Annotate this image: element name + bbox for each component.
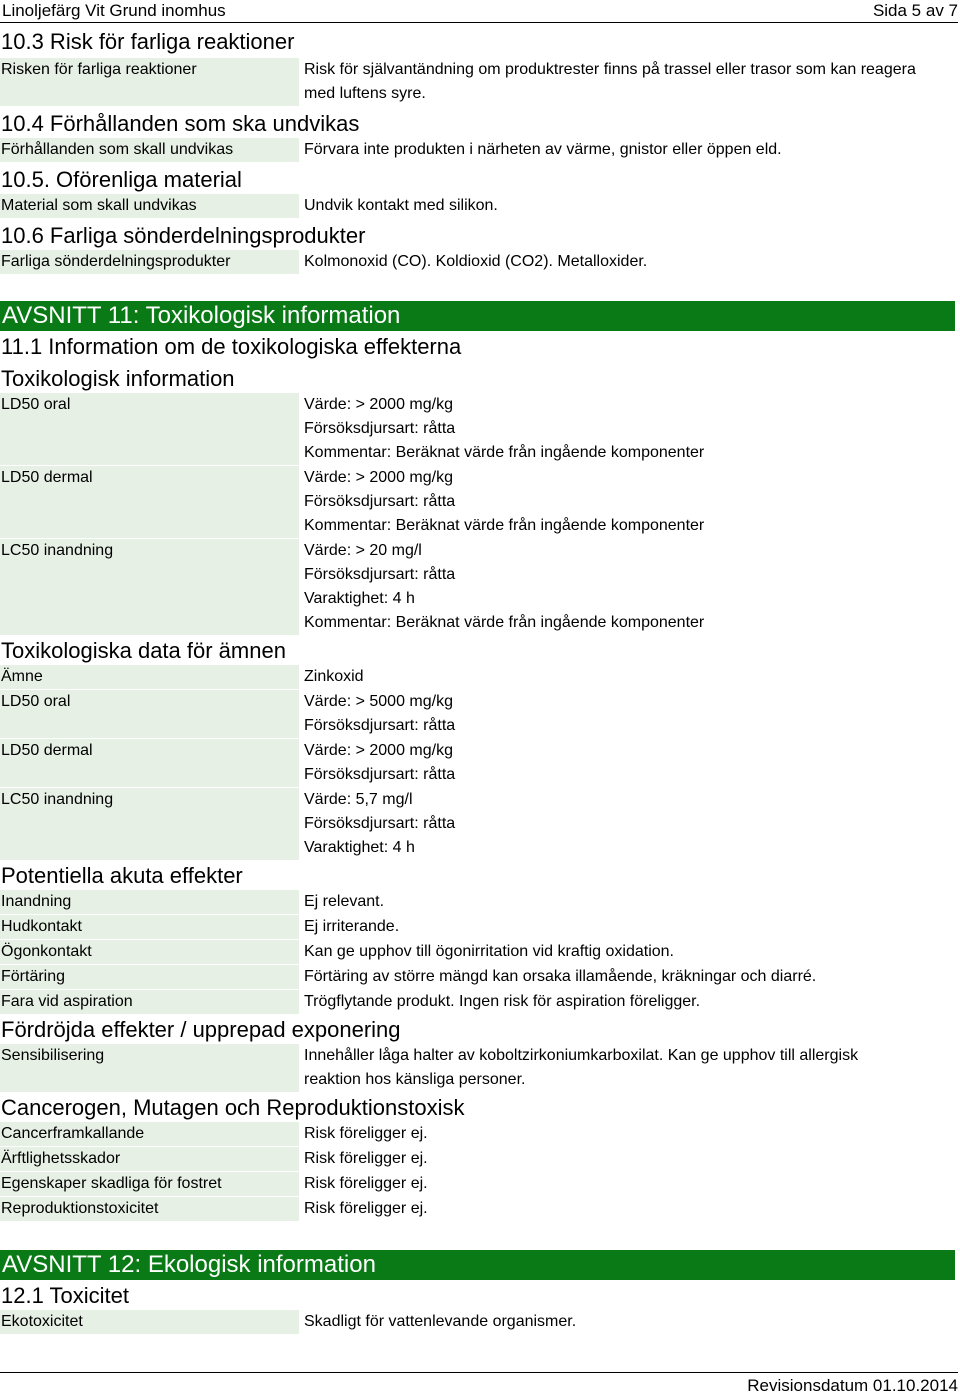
row-value: Skadligt för vattenlevande organismer. (304, 1313, 577, 1330)
value-line: Ej relevant. (304, 893, 385, 910)
row-conditions-avoid (0, 138, 960, 162)
row-label: Ekotoxicitet (0, 1310, 299, 1334)
row-incompatible-materials (0, 194, 960, 218)
value-line: Försöksdjursart: råtta (304, 766, 456, 783)
page-header (0, 0, 958, 23)
tox-data-table (0, 665, 960, 860)
value-line: Kommentar: Beräknat värde från ingående komponenter (304, 444, 705, 461)
row-label: Sensibilisering (0, 1044, 299, 1092)
value-line: Risk föreligger ej. (304, 1125, 428, 1142)
row-value (299, 739, 960, 787)
row-risk-reactions (0, 58, 960, 106)
value-line: Varaktighet: 4 h (304, 839, 415, 856)
row-value (299, 915, 960, 939)
value-line: Zinkoxid (304, 668, 364, 685)
row-value (299, 1122, 960, 1146)
table-row (0, 915, 960, 939)
value-line: Kan ge upphov till ögonirritation vid kraftig oxidation. (304, 943, 674, 960)
row-label: LD50 dermal (0, 739, 299, 787)
table-row (0, 1197, 960, 1221)
row-label: LD50 oral (0, 690, 299, 738)
value-text: Risk för självantändning om produktrester finns på trassel eller trasor som kan reagera med luftens syre. (304, 61, 916, 102)
value-line: Försöksdjursart: råtta (304, 815, 456, 832)
value-line: reaktion hos känsliga personer. (304, 1071, 526, 1088)
heading-acute-effects: Potentiella akuta effekter (1, 863, 243, 888)
row-value (299, 58, 960, 106)
acute-effects-table (0, 890, 960, 1014)
table-row (0, 466, 960, 538)
value-line: Förtäring av större mängd kan orsaka illamående, kräkningar och diarré. (304, 968, 817, 985)
value-line: Värde: > 5000 mg/kg (304, 693, 453, 710)
table-row (0, 990, 960, 1014)
row-value (299, 1197, 960, 1221)
row-label: Förtäring (0, 965, 299, 989)
row-value (299, 940, 960, 964)
row-label: Material som skall undvikas (0, 194, 299, 218)
table-row (0, 965, 960, 989)
section-12-banner: AVSNITT 12: Ekologisk information (0, 1250, 955, 1280)
table-row (0, 690, 960, 738)
value-line: Försöksdjursart: råtta (304, 420, 456, 437)
value-line: Trögflytande produkt. Ingen risk för aspiration föreligger. (304, 993, 701, 1010)
document-title: Linoljefärg Vit Grund inomhus (2, 1, 226, 20)
table-row (0, 788, 960, 860)
table-row (0, 1172, 960, 1196)
row-value (299, 1044, 960, 1092)
cmr-table (0, 1122, 960, 1221)
row-value (299, 1147, 960, 1171)
value-line: Värde: > 2000 mg/kg (304, 396, 453, 413)
row-value (299, 393, 960, 465)
value-line: Kommentar: Beräknat värde från ingående komponenter (304, 517, 705, 534)
row-value (299, 890, 960, 914)
row-label: Hudkontakt (0, 915, 299, 939)
row-label: Cancerframkallande (0, 1122, 299, 1146)
value-line: Försöksdjursart: råtta (304, 717, 456, 734)
table-row (0, 890, 960, 914)
heading-10-4: 10.4 Förhållanden som ska undvikas (1, 111, 360, 136)
row-label: LD50 dermal (0, 466, 299, 538)
heading-tox-data: Toxikologiska data för ämnen (1, 638, 286, 663)
row-label: LD50 oral (0, 393, 299, 465)
row-value (299, 965, 960, 989)
delayed-effects-table (0, 1044, 960, 1092)
table-row (0, 393, 960, 465)
value-line: Värde: 5,7 mg/l (304, 791, 413, 808)
value-line: Risk föreligger ej. (304, 1175, 428, 1192)
heading-12-1: 12.1 Toxicitet (1, 1283, 130, 1308)
heading-11-1: 11.1 Information om de toxikologiska effekterna (1, 334, 462, 359)
table-row (0, 539, 960, 635)
content (0, 28, 960, 1334)
row-label: Förhållanden som skall undvikas (0, 138, 299, 162)
row-label: Risken för farliga reaktioner (0, 58, 299, 106)
value-line: Innehåller låga halter av koboltzirkoniumkarboxilat. Kan ge upphov till allergisk (304, 1047, 859, 1064)
value-line: Risk föreligger ej. (304, 1150, 428, 1167)
row-ecotoxicity (0, 1310, 960, 1334)
row-value (299, 690, 960, 738)
row-label: Ämne (0, 665, 299, 689)
table-row (0, 665, 960, 689)
row-label: Ögonkontakt (0, 940, 299, 964)
table-row (0, 1147, 960, 1171)
table-row (0, 1044, 960, 1092)
row-label: Fara vid aspiration (0, 990, 299, 1014)
row-value: Förvara inte produkten i närheten av värme, gnistor eller öppen eld. (304, 141, 782, 158)
row-label: LC50 inandning (0, 539, 299, 635)
heading-tox-info: Toxikologisk information (1, 366, 235, 391)
section-11-banner: AVSNITT 11: Toxikologisk information (0, 301, 955, 331)
heading-10-5: 10.5. Oförenliga material (1, 167, 242, 192)
value-line: Värde: > 20 mg/l (304, 542, 422, 559)
row-label: LC50 inandning (0, 788, 299, 860)
row-value (299, 466, 960, 538)
heading-delayed-effects: Fördröjda effekter / upprepad exponering (1, 1017, 401, 1042)
tox-info-table (0, 393, 960, 635)
row-value (299, 539, 960, 635)
row-label: Ärftlighetsskador (0, 1147, 299, 1171)
row-value (299, 1172, 960, 1196)
value-line: Försöksdjursart: råtta (304, 493, 456, 510)
value-line: Försöksdjursart: råtta (304, 566, 456, 583)
value-line: Värde: > 2000 mg/kg (304, 742, 453, 759)
heading-10-3: 10.3 Risk för farliga reaktioner (1, 29, 295, 54)
value-line: Kommentar: Beräknat värde från ingående komponenter (304, 614, 705, 631)
row-value: Undvik kontakt med silikon. (304, 197, 498, 214)
row-label: Egenskaper skadliga för fostret (0, 1172, 299, 1196)
row-value (299, 788, 960, 860)
revision-date: Revisionsdatum 01.10.2014 (747, 1376, 958, 1395)
table-row (0, 739, 960, 787)
row-value (299, 665, 960, 689)
footer-rule (0, 1372, 958, 1373)
page-number: Sida 5 av 7 (872, 1, 958, 20)
value-line: Värde: > 2000 mg/kg (304, 469, 453, 486)
row-value: Kolmonoxid (CO). Koldioxid (CO2). Metalloxider. (304, 253, 648, 270)
heading-10-6: 10.6 Farliga sönderdelningsprodukter (1, 223, 366, 248)
table-row (0, 1122, 960, 1146)
row-decomposition-products (0, 250, 960, 274)
heading-cmr: Cancerogen, Mutagen och Reproduktionstoxisk (1, 1095, 465, 1120)
row-label: Inandning (0, 890, 299, 914)
value-line: Risk föreligger ej. (304, 1200, 428, 1217)
value-line: Ej irriterande. (304, 918, 400, 935)
row-label: Reproduktionstoxicitet (0, 1197, 299, 1221)
row-value (299, 990, 960, 1014)
value-line: Varaktighet: 4 h (304, 590, 415, 607)
table-row (0, 940, 960, 964)
row-label: Farliga sönderdelningsprodukter (0, 250, 299, 274)
